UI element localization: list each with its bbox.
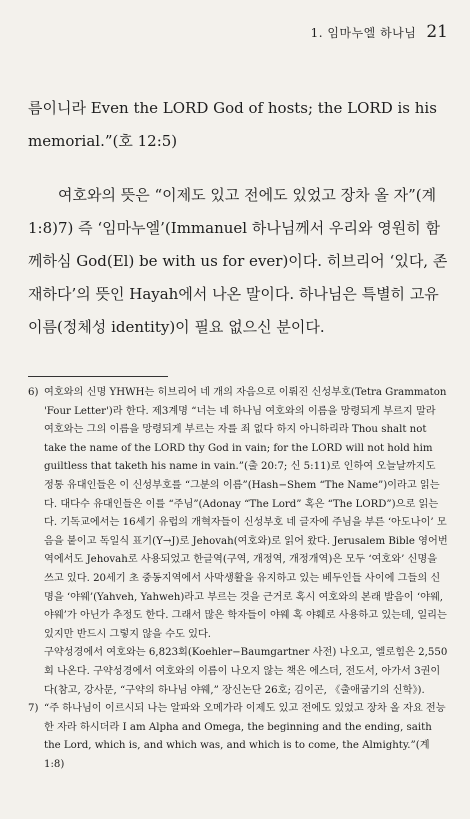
footnote-number: 6) bbox=[28, 387, 39, 398]
footnote-text: 여호와의 신명 YHWH는 히브리어 네 개의 자음으로 이뤄진 신성부호(Tetra Grammaton 'Four Letter')라 한다. 제3계명 “너는 네 하나님 여호와의 이름을 망령되게 부르지 말라 여호와는 그의 이름을 망령되게 부르는 자를 죄 없다 하지 아니하리라 Thou shalt not take the name of the LORD thy God in vain; for the LORD will not hold him guiltless that taketh his name in vain.”(출 20:7; 신 5:11)로 인하여 오늘날까지도 정통 유대인들은 이 신성부호를 “그분의 이름”(Hash−Shem “The Name”)이라고 읽는다. 대다수 유대인들은 이를 “주님”(Adonay “The Lord” 혹은 “The LORD”)으로 읽는다. 기독교에서는 16세기 유럽의 개혁자들이 신성부호 네 글자에 주님을 부른 ‘아도나이’ 모음을 붙이고 독일식 표기(Y→J)로 Jehovah(여호와)로 읽어 왔다. Jerusalem Bible 영어번역에서도 Jehovah로 사용되었고 한글역(구역, 개정역, 개정개역)은 모두 ‘여호와’ 신명을 쓰고 있다. 20세기 초 중동지역에서 사막생활을 유지하고 있는 베두인들 사이에 그들의 신명을 ‘야웨’(Yahveh, Yahweh)라고 부르는 것을 근거로 혹시 여호와의 본래 발음이 ‘야웨, 야웨’가 아닌가 추정도 한다. 그래서 많은 학자들이 야웨 혹 야훼로 사용하고 있는데, 일리는 있지만 반드시 그렇지 않을 수도 있다. bbox=[44, 387, 448, 640]
footnote-number: 7) bbox=[28, 703, 39, 715]
footnote-6-continuation: 구약성경에서 여호와는 6,823회(Koehler−Baumgartner 사전) 나오고, 엘로힘은 2,550회 나온다. 구약성경에서 여호와의 이름이 나오지 않는 책은 에스더, 전도서, 아가서 3권이다(참고, 강사문, “구약의 하나님 야웨,” 장신논단 26호; 김이곤, 《출애굽기의 신학》). bbox=[44, 647, 448, 696]
body-paragraph-1: 름이니라 Even the LORD God of hosts; the LORD is his memorial.”(호 12:5) bbox=[28, 99, 437, 150]
body-paragraph-2: 여호와의 뜻은 “이제도 있고 전에도 있었고 장차 올 자”(계 1:8)7) 즉 ‘임마누엘’(Immanuel 하나님께서 우리와 영원히 함께하심 God(El) be with us for ever)이다. 히브리어 ‘있다, 존재하다’의 뜻인 Hayah에서 나온 말이다. 하나님은 특별히 고유 이름(정체성 identity)이 필요 없으신 분이다. bbox=[28, 186, 448, 336]
footnote-text: “주 하나님이 이르시되 나는 알파와 오메가라 이제도 있고 전에도 있었고 장차 올 자요 전능한 자라 하시더라 I am Alpha and Omega, the beginning and the ending, saith the Lord, which is, and which was, and which is to come, the Almighty.”(계 1:8) bbox=[44, 703, 446, 770]
page-number: 21 bbox=[426, 22, 448, 42]
footnotes bbox=[28, 384, 448, 774]
footnote-7 bbox=[28, 700, 448, 774]
footnote-divider bbox=[28, 376, 168, 377]
footnote-6 bbox=[28, 384, 448, 644]
running-header bbox=[311, 22, 448, 42]
chapter-title: 1. 임마누엘 하나님 bbox=[310, 26, 417, 40]
